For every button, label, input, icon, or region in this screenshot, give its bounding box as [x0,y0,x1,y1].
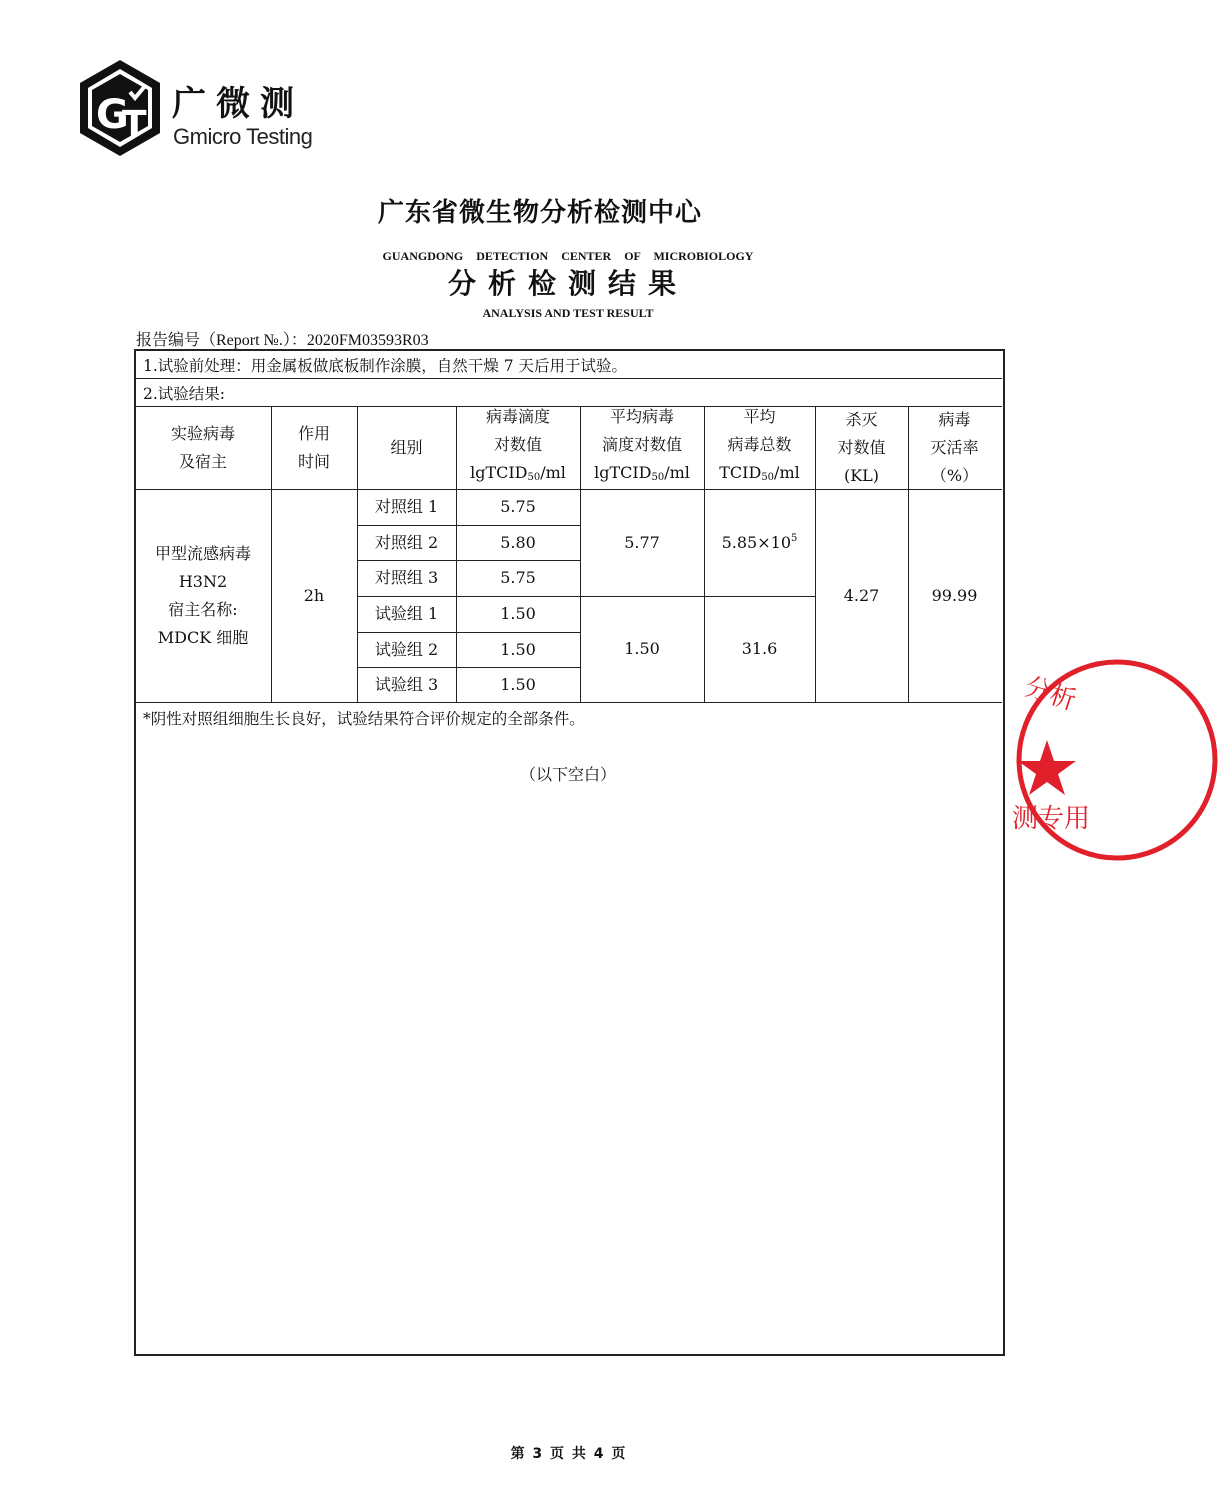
header-avg-titer [580,406,704,489]
titer-cell: 5.80 [500,532,536,552]
header-titer-line2: 对数值 [493,435,542,454]
time-cell: 2h [303,585,325,605]
header-total-line1: 平均 [743,407,776,426]
results-label: 2.试验结果: [143,385,226,403]
unit-text: lgTCID [594,463,652,482]
unit-text: /ml [774,463,800,482]
group-cell: 对照组 3 [374,568,439,587]
header-titer [456,406,580,489]
header-titer-unit [470,459,566,492]
header-time: 作用 时间 [297,423,330,471]
group-cell: 试验组 3 [374,674,439,694]
group-cell: 对照组 1 [374,497,439,516]
unit-subscript: 50 [651,472,665,483]
gt-hexagon-icon [78,58,162,158]
header-avg-titer-line1: 平均病毒 [609,407,674,426]
group-cell: 试验组 1 [374,604,439,623]
unit-text: /ml [664,463,690,482]
header-avg-titer-line2: 滴度对数值 [601,435,682,454]
header-total-line2: 病毒总数 [727,435,792,454]
header-avg-titer-unit [594,459,690,492]
svg-text:T: T [122,104,147,145]
result-title-english: ANALYSIS AND TEST RESULT [482,306,654,320]
kl-value: 4.27 [843,585,880,605]
group-cell: 对照组 2 [374,532,439,552]
header-total [704,406,815,489]
table-rule [135,378,1002,379]
report-number: 报告编号（Report №.）：2020FM03593R03 [136,332,429,349]
seal-stamp-icon [1012,655,1222,865]
test-avg-titer: 1.50 [624,639,660,658]
logo-chinese-name: 广微测 [172,84,304,124]
header-total-unit [719,459,799,492]
titer-cell: 5.75 [500,568,536,587]
table-rule [135,702,1002,703]
blank-below-marker: （以下空白） [519,765,616,784]
test-total: 31.6 [741,639,778,658]
official-seal [1012,655,1091,865]
titer-cell: 1.50 [500,674,536,694]
header-kl: 杀灭 对数值 (KL) [837,409,886,485]
titer-cell: 1.50 [500,604,536,623]
unit-text: TCID [719,463,762,482]
gmicro-logo [78,58,318,162]
svg-text:G: G [96,92,129,138]
header-group: 组别 [390,437,423,457]
control-total-exponent: 5 [791,532,798,544]
logo-english-name: Gmicro Testing [173,124,313,149]
header-virus-host: 实验病毒 及宿主 [170,423,235,471]
titer-cell: 1.50 [500,639,536,659]
seal-text-top: 分析 [1020,671,1080,717]
center-name-chinese: 广东省微生物分析检测中心 [377,198,702,228]
rate-value: 99.99 [931,585,978,605]
header-rate: 病毒 灭活率 （%） [930,409,979,485]
titer-cell: 5.75 [500,497,536,516]
seal-text-bottom: 测专用 [1012,804,1091,834]
unit-subscript: 50 [761,472,775,483]
page-number: 第 3 页 共 4 页 [510,1446,626,1462]
pretreatment-line: 1.试验前处理：用金属板做底板制作涂膜，自然干燥 7 天后用于试验。 [143,357,628,375]
header-titer-line1: 病毒滴度 [485,407,550,426]
result-title-chinese: 分析检测结果 [447,267,688,300]
group-cell: 试验组 2 [374,639,439,659]
control-total-base: 5.85×10 [721,532,791,552]
unit-text: lgTCID [470,463,528,482]
virus-host-cell: 甲型流感病毒 H3N2 宿主名称: MDCK 细胞 [154,543,251,647]
control-avg-titer: 5.77 [624,532,660,552]
control-total [704,489,815,596]
footnote: *阴性对照组细胞生长良好，试验结果符合评价规定的全部条件。 [143,710,585,728]
unit-text: /ml [540,463,566,482]
center-name-english: GUANGDONG DETECTION CENTER OF MICROBIOLOGY [382,249,754,263]
unit-subscript: 50 [527,472,541,483]
